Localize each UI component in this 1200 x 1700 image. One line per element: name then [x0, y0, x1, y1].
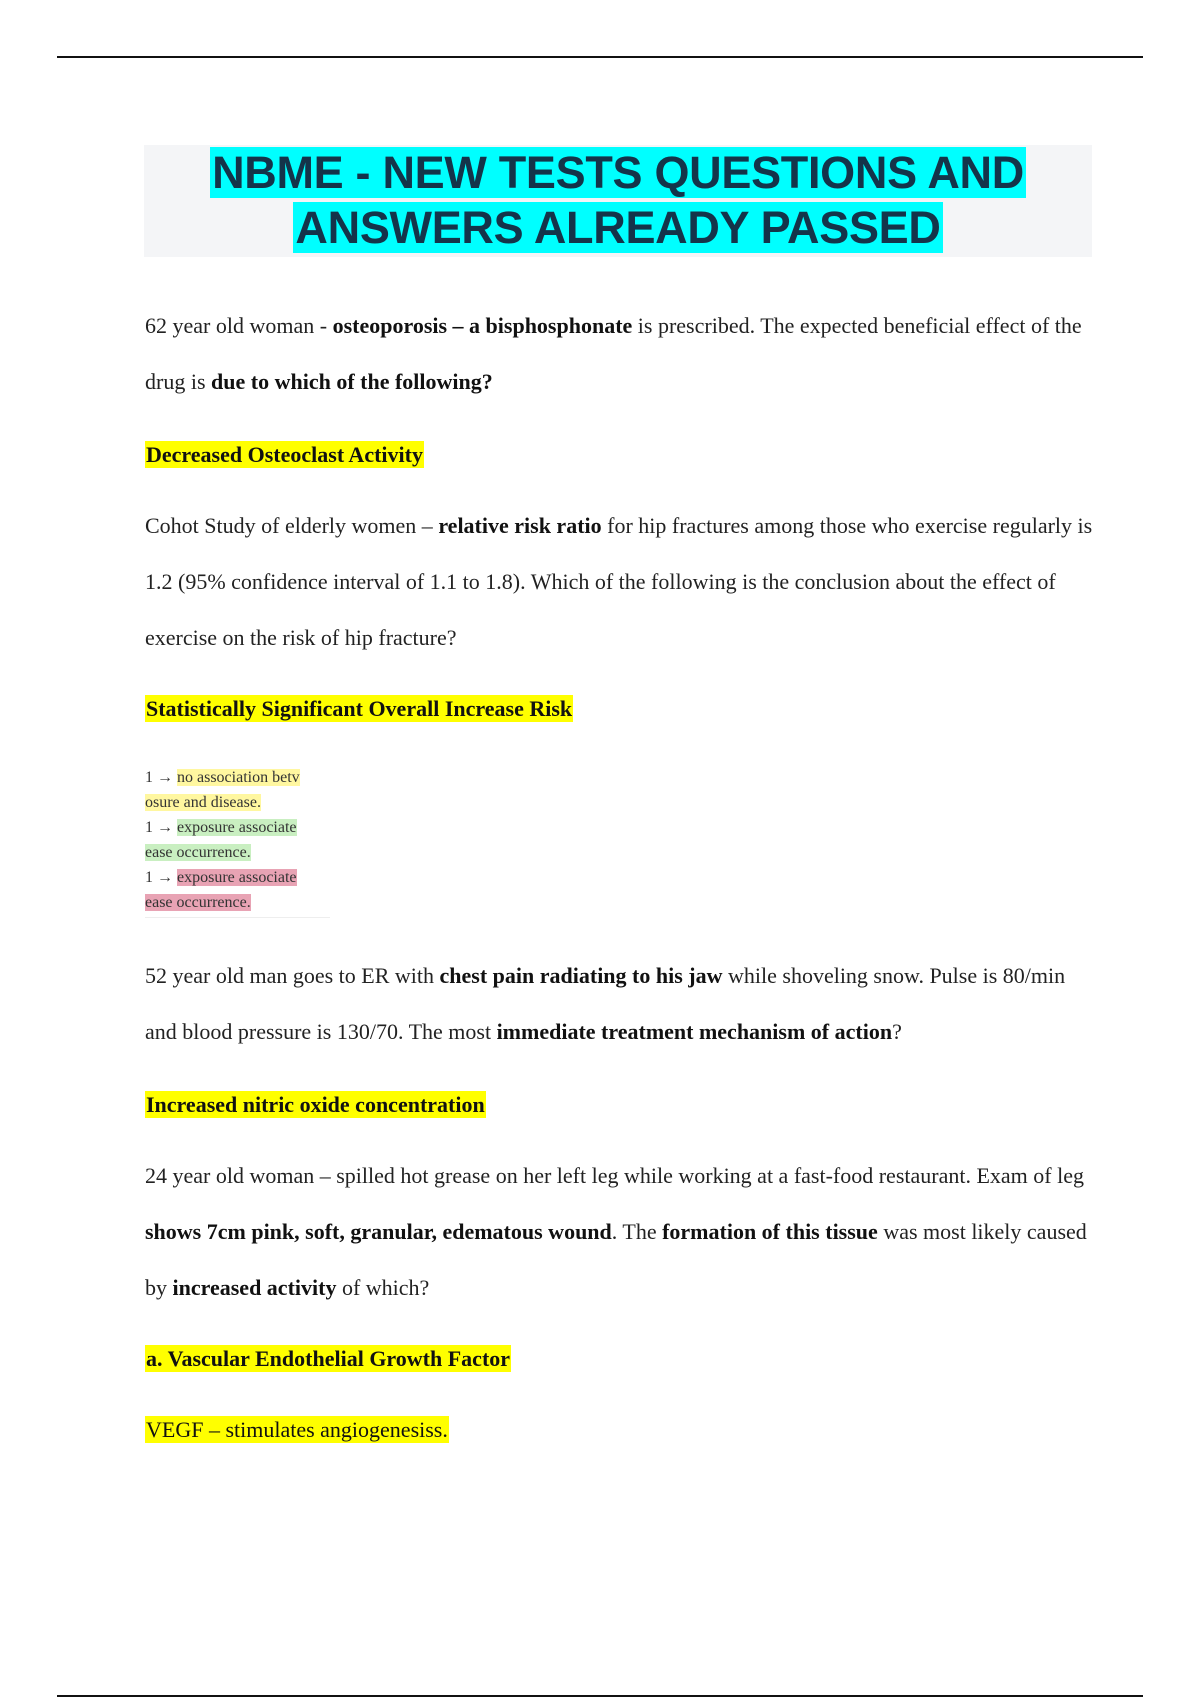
answer-4-note: VEGF – stimulates angiogenesiss.	[146, 1417, 448, 1442]
answer-2: Statistically Significant Overall Increase Risk	[146, 696, 573, 721]
question-4: 24 year old woman – spilled hot grease on her left leg while working at a fast-food restaurant. Exam of leg shows 7cm pink, soft, granular, edematous wound. The formation of this tissue was most likely caused by increased activity of which?	[145, 1163, 1087, 1300]
relative-risk-thumbnail: 1 → no association betv osure and disease. 1 → exposure associate ease occurrence. 1 → exposure associate ease occurrence.	[145, 765, 330, 918]
bottom-rule	[57, 1695, 1143, 1697]
top-rule	[57, 56, 1143, 58]
answer-4: a. Vascular Endothelial Growth Factor	[146, 1346, 511, 1371]
title-line-2: ANSWERS ALREADY PASSED	[295, 202, 941, 253]
answer-1: Decreased Osteoclast Activity	[146, 442, 423, 467]
answer-3: Increased nitric oxide concentration	[146, 1092, 485, 1117]
title-line-1: NBME - NEW TESTS QUESTIONS AND	[212, 147, 1024, 198]
question-1: 62 year old woman - osteoporosis – a bisphosphonate is prescribed. The expected beneficial effect of the drug is due to which of the following?	[145, 313, 1082, 394]
question-2: Cohot Study of elderly women – relative risk ratio for hip fractures among those who exercise regularly is 1.2 (95% confidence interval of 1.1 to 1.8). Which of the following is the conclusion about the effect of exercise on the risk of hip fracture?	[145, 513, 1093, 650]
document-title	[144, 145, 1092, 257]
question-3: 52 year old man goes to ER with chest pain radiating to his jaw while shoveling snow. Pulse is 80/min and blood pressure is 130/70. The most immediate treatment mechanism of action?	[145, 963, 1066, 1044]
